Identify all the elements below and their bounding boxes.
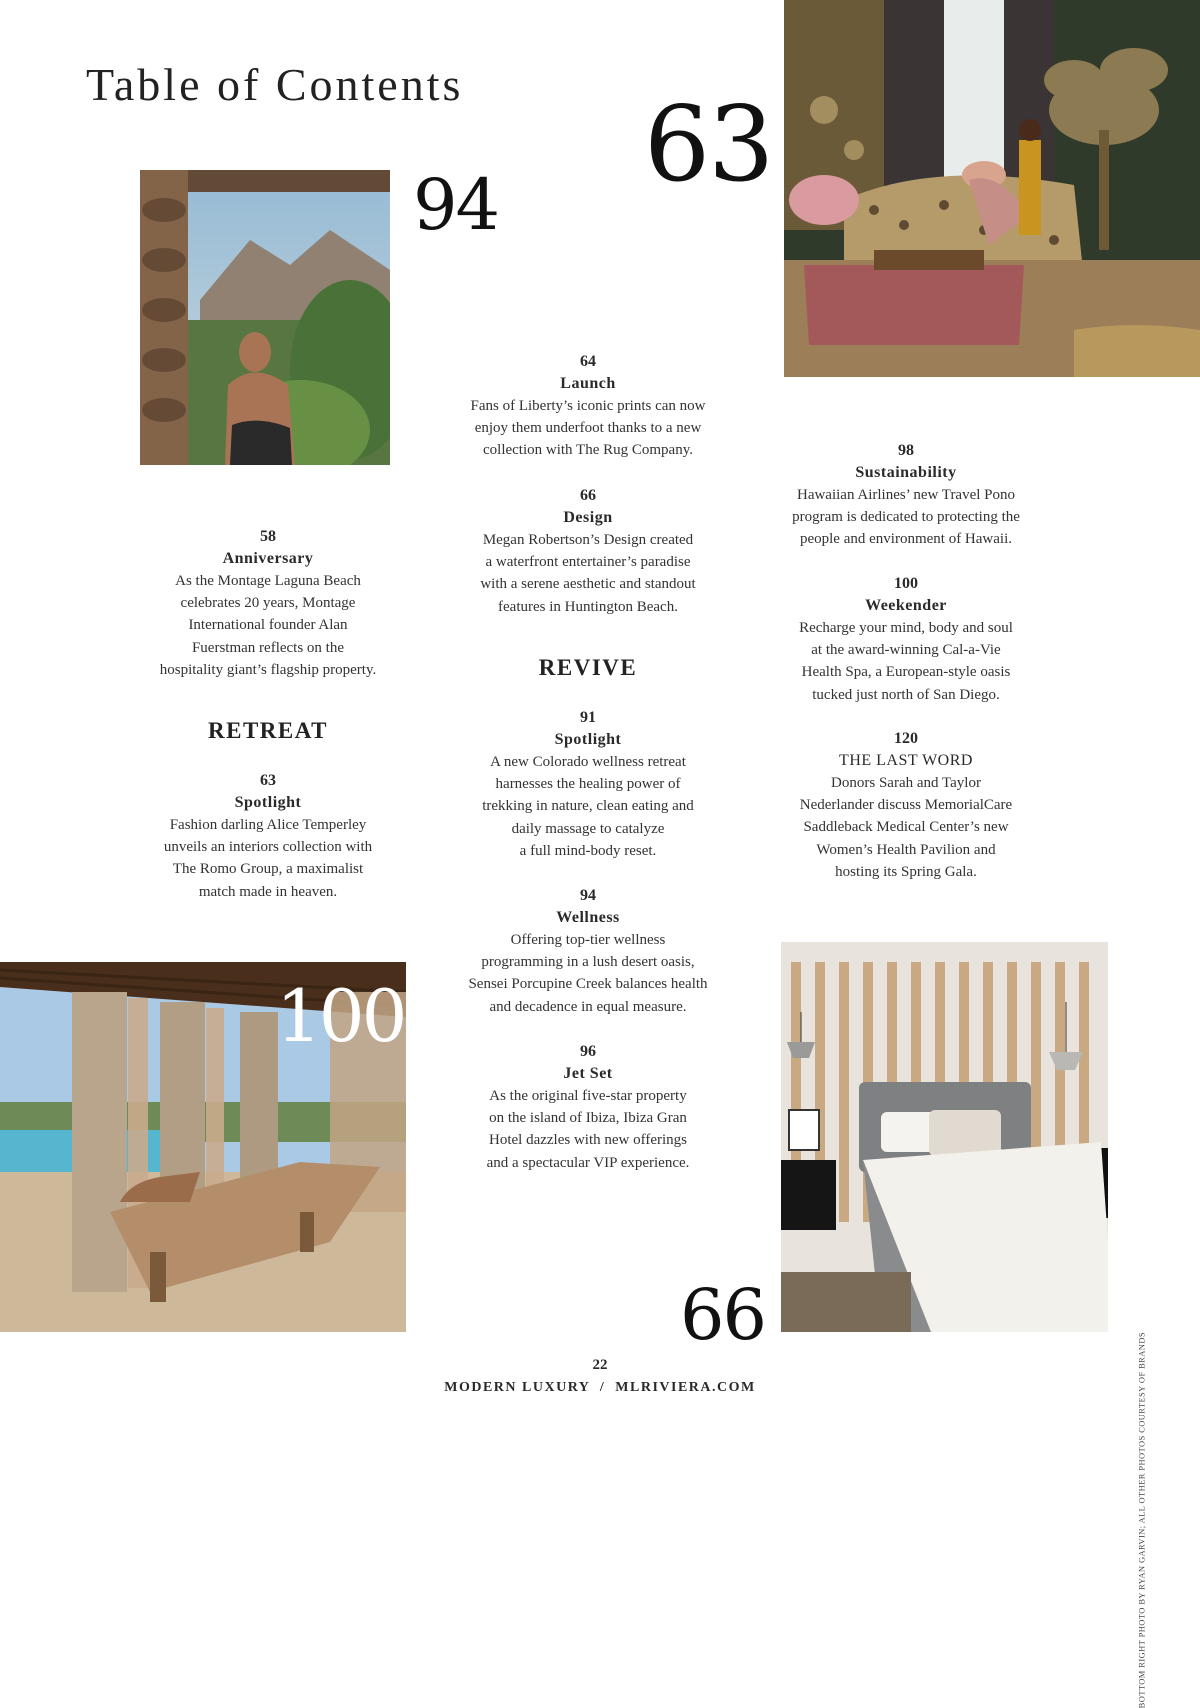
entry-section: Wellness: [556, 909, 620, 926]
entry-description: A new Colorado wellness retreat harnesses the healing power of trekking in nature, clean eating and daily massage to catalyze a full mind-body reset.: [482, 754, 694, 859]
entry-section: Spotlight: [554, 731, 622, 748]
entry-section: Design: [563, 509, 613, 526]
entry-section: Jet Set: [563, 1065, 613, 1082]
toc-entry-63[interactable]: [133, 770, 403, 903]
entry-page-number: 91: [580, 709, 596, 726]
section-heading-retreat: RETREAT: [208, 718, 328, 743]
shower-photo: [140, 170, 390, 465]
entry-page-number: 66: [580, 487, 596, 504]
entry-description: Donors Sarah and Taylor Nederlander discuss MemorialCare Saddleback Medical Center’s new Women’s Health Pavilion and hosting its Spring Gala.: [799, 775, 1013, 880]
entry-page-number: 96: [580, 1043, 596, 1060]
entry-description: Recharge your mind, body and soul at the award-winning Cal-a-Vie Health Spa, a European-style oasis tucked just north of San Diego.: [799, 620, 1013, 703]
photo-number-63: 63: [644, 83, 773, 205]
entry-section: Sustainability: [855, 464, 957, 481]
toc-entry-96[interactable]: [453, 1041, 723, 1174]
entry-page-number: 58: [260, 528, 276, 545]
toc-entry-66[interactable]: [453, 485, 723, 618]
entry-section: Launch: [560, 375, 616, 392]
toc-entry-100[interactable]: [771, 573, 1041, 706]
page-title: Table of Contents: [86, 59, 464, 110]
entry-description: Fans of Liberty’s iconic prints can now enjoy them underfoot thanks to a new collection with The Rug Company.: [470, 398, 706, 459]
photo-number-66: 66: [680, 1274, 766, 1356]
entry-page-number: 100: [894, 575, 918, 592]
page-number: 22: [592, 1357, 608, 1373]
toc-entry-94[interactable]: [453, 885, 723, 1018]
toc-entry-91[interactable]: [453, 707, 723, 862]
toc-entry-98[interactable]: [771, 440, 1041, 551]
entry-section: THE LAST WORD: [839, 752, 973, 769]
entry-section: Weekender: [865, 597, 947, 614]
living-room-photo: [784, 0, 1200, 377]
entry-page-number: 64: [580, 353, 596, 370]
entry-page-number: 120: [894, 730, 918, 747]
entry-description: Fashion darling Alice Temperley unveils an interiors collection with The Romo Group, a maximalist match made in heaven.: [163, 817, 373, 900]
entry-section: Spotlight: [234, 794, 302, 811]
entry-section: Anniversary: [222, 550, 314, 567]
photo-credit: BOTTOM RIGHT PHOTO BY RYAN GARVIN; ALL OTHER PHOTOS COURTESY OF BRANDS: [1136, 1332, 1146, 1708]
entry-page-number: 94: [580, 887, 596, 904]
bedroom-photo: [781, 942, 1108, 1332]
photo-number-100: 100: [276, 974, 405, 1058]
entry-description: As the original five-star property on the island of Ibiza, Ibiza Gran Hotel dazzles with new offerings and a spectacular VIP experience.: [486, 1088, 690, 1171]
entry-page-number: 98: [898, 442, 914, 459]
toc-entry-58[interactable]: [133, 526, 403, 681]
entry-description: Hawaiian Airlines’ new Travel Pono program is dedicated to protecting the people and environment of Hawaii.: [792, 487, 1020, 548]
toc-entry-64[interactable]: [453, 351, 723, 462]
toc-entry-120[interactable]: [771, 728, 1041, 883]
entry-description: Offering top-tier wellness programming in a lush desert oasis, Sensei Porcupine Creek balances health and decadence in equal measure.: [468, 932, 708, 1015]
entry-description: As the Montage Laguna Beach celebrates 20 years, Montage International founder Alan Fuerstman reflects on the hospitality giant’s flagship property.: [159, 573, 377, 678]
photo-number-94: 94: [413, 164, 499, 246]
footer-brand[interactable]: MODERN LUXURY / MLRIVIERA.COM: [444, 1380, 756, 1395]
entry-description: Megan Robertson’s Design created a waterfront entertainer’s paradise with a serene aesthetic and standout features in Huntington Beach.: [480, 532, 696, 615]
section-heading-revive: REVIVE: [538, 655, 638, 680]
entry-page-number: 63: [260, 772, 276, 789]
